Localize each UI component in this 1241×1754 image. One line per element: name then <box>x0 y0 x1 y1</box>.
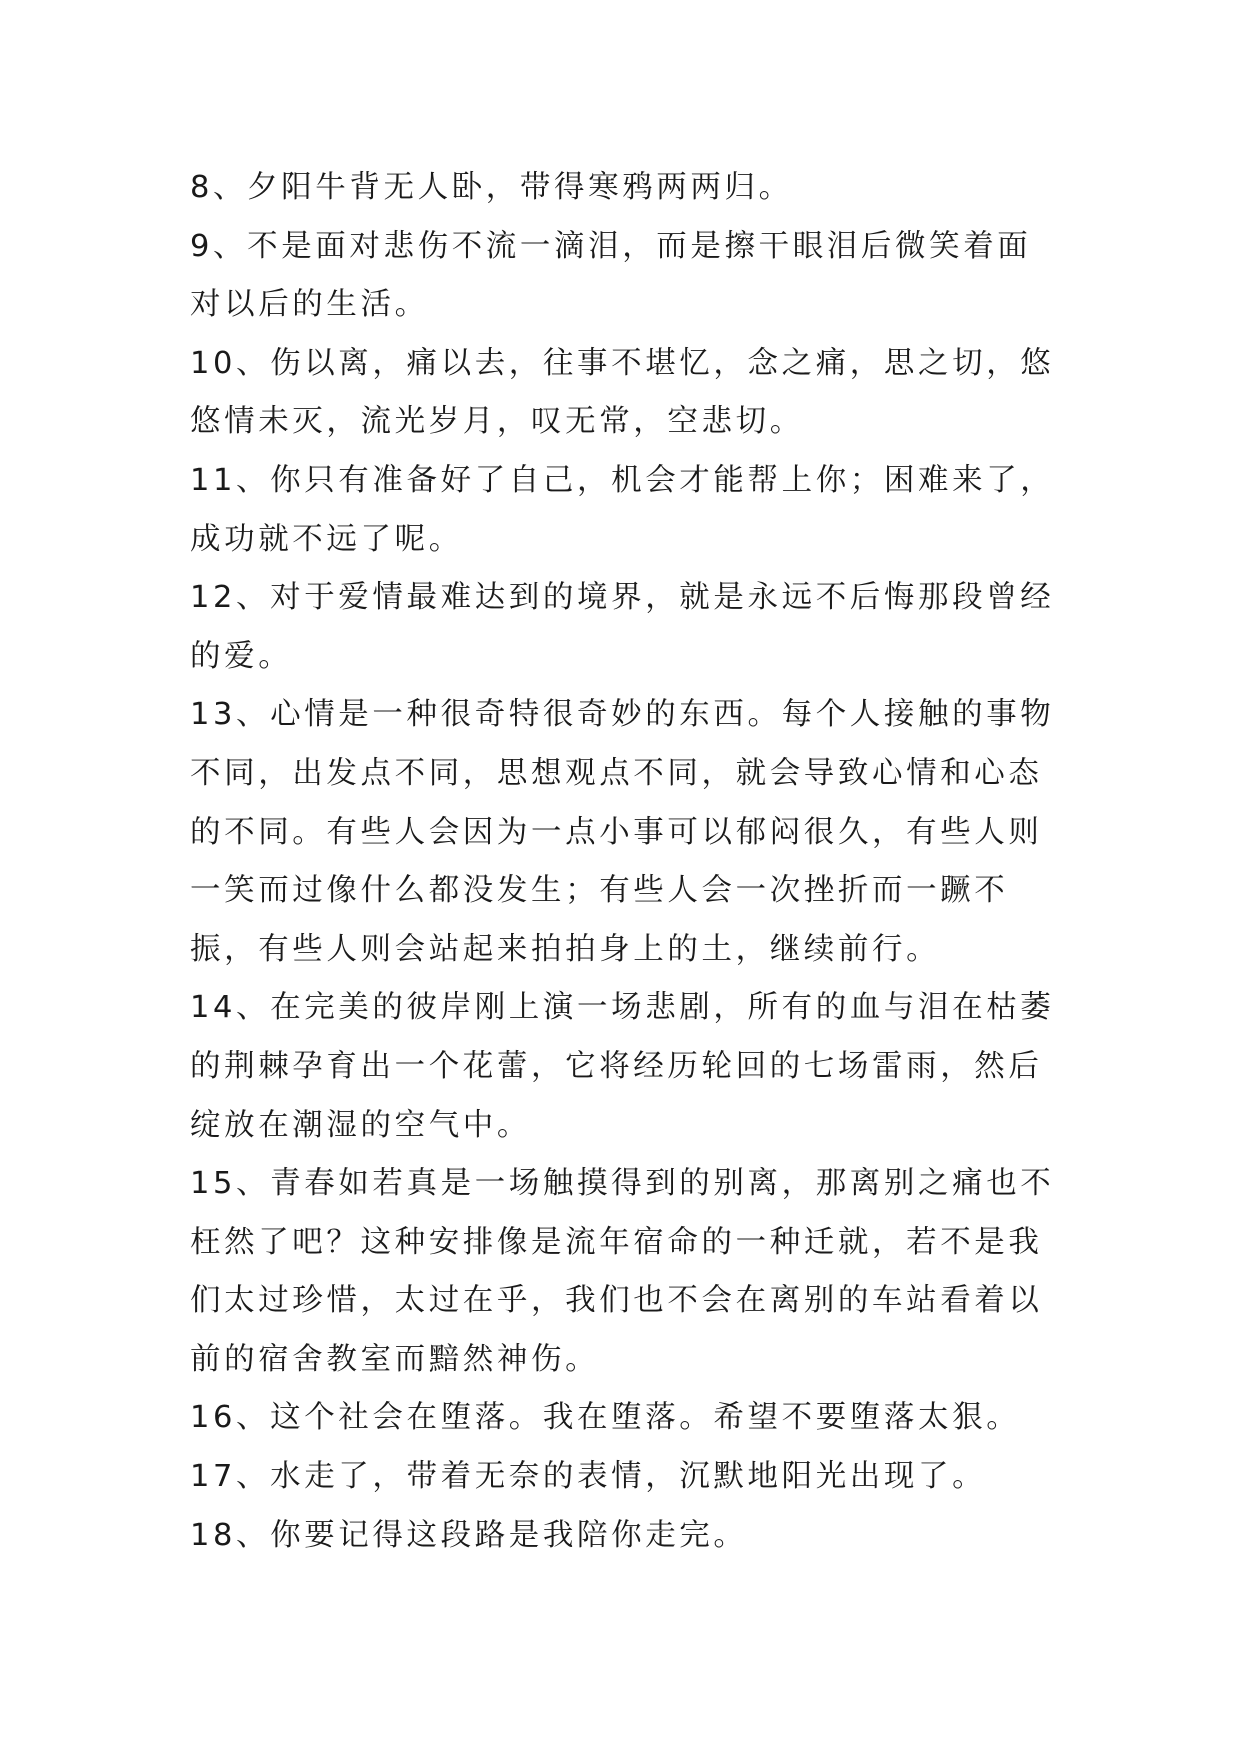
document-body <box>190 159 1055 1565</box>
paragraph-13: 13、心情是一种很奇特很奇妙的东西。每个人接触的事物不同，出发点不同，思想观点不同，就会导致心情和心态的不同。有些人会因为一点小事可以郁闷很久，有些人则一笑而过像什么都没发生；有些人会一次挫折而一蹶不振，有些人则会站起来拍拍身上的土，继续前行。 <box>190 697 1055 967</box>
paragraph-14: 14、在完美的彼岸刚上演一场悲剧，所有的血与泪在枯萎的荆棘孕育出一个花蕾，它将经历轮回的七场雷雨，然后绽放在潮湿的空气中。 <box>190 990 1055 1143</box>
paragraph-9: 9、不是面对悲伤不流一滴泪，而是擦干眼泪后微笑着面对以后的生活。 <box>190 228 1032 323</box>
paragraph-11: 11、你只有准备好了自己，机会才能帮上你；困难来了，成功就不远了呢。 <box>190 462 1055 557</box>
paragraph-8: 8、夕阳牛背无人卧，带得寒鸦两两归。 <box>190 170 793 205</box>
paragraph-15: 15、青春如若真是一场触摸得到的别离，那离别之痛也不枉然了吧？这种安排像是流年宿命的一种迁就，若不是我们太过珍惜，太过在乎，我们也不会在离别的车站看着以前的宿舍教室而黯然神伤。 <box>190 1166 1055 1377</box>
paragraph-12: 12、对于爱情最难达到的境界，就是永远不后悔那段曾经的爱。 <box>190 580 1055 674</box>
paragraph-18: 18、你要记得这段路是我陪你走完。 <box>190 1517 748 1553</box>
paragraph-10: 10、伤以离，痛以去，往事不堪忆，念之痛，思之切，悠悠情未灭，流光岁月，叹无常，空悲切。 <box>190 345 1055 440</box>
paragraph-16: 16、这个社会在堕落。我在堕落。希望不要堕落太狠。 <box>190 1400 1021 1436</box>
paragraph-17: 17、水走了，带着无奈的表情，沉默地阳光出现了。 <box>190 1459 987 1495</box>
